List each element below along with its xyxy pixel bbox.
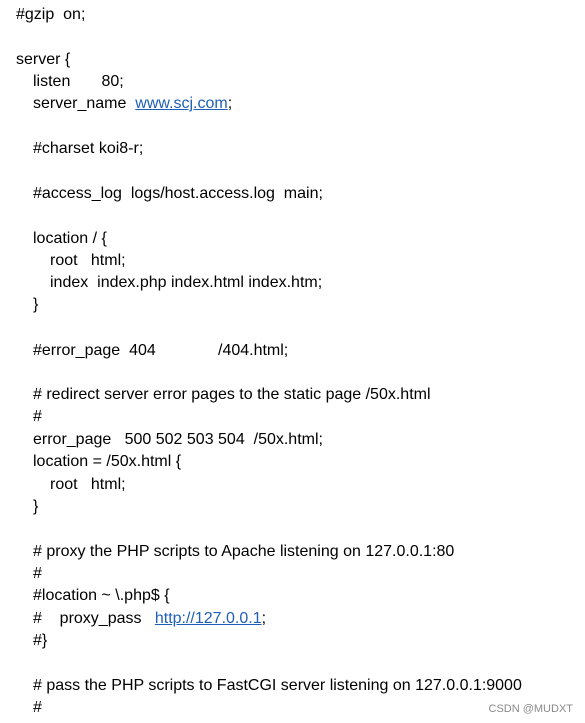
location-root-open-line: location / { — [33, 230, 107, 247]
gzip-line: #gzip on; — [16, 6, 86, 23]
server-name-suffix: ; — [227, 95, 233, 112]
server-name-link[interactable]: www.scj.com — [135, 95, 228, 112]
hash-line-1: # — [33, 408, 42, 425]
hash-line-2: # — [33, 565, 42, 582]
error-page-50x-line: error_page 500 502 503 504 /50x.html; — [33, 431, 323, 448]
redirect-comment-line: # redirect server error pages to the static page /50x.html — [33, 386, 431, 403]
access-log-line: #access_log logs/host.access.log main; — [33, 185, 323, 202]
error-page-404-line: #error_page 404 /404.html; — [33, 342, 289, 359]
server-name-prefix: server_name — [33, 95, 136, 112]
location-root-close-line: } — [33, 296, 39, 313]
location-php-close-commented-line: #} — [33, 632, 48, 649]
location-50x-close-line: } — [33, 498, 39, 515]
charset-line: #charset koi8-r; — [33, 140, 144, 157]
csdn-watermark: CSDN @MUDXT — [488, 703, 573, 715]
proxy-pass-link[interactable]: http://127.0.0.1 — [154, 610, 262, 627]
hash-line-3: # — [33, 699, 42, 716]
fastcgi-comment-line: # pass the PHP scripts to FastCGI server listening on 127.0.0.1:9000 — [33, 677, 522, 694]
server-open-line: server { — [16, 51, 71, 68]
listen-line: listen 80; — [33, 73, 124, 90]
proxy-comment-line: # proxy the PHP scripts to Apache listening on 127.0.0.1:80 — [33, 543, 455, 560]
root-html-line: root html; — [50, 252, 126, 269]
index-line: index index.php index.html index.htm; — [50, 274, 323, 291]
proxy-pass-prefix: # proxy_pass — [33, 610, 155, 627]
proxy-pass-suffix: ; — [261, 610, 267, 627]
location-php-commented-line: #location ~ \.php$ { — [33, 587, 170, 604]
location-50x-open-line: location = /50x.html { — [33, 453, 182, 470]
root-html-line-2: root html; — [50, 476, 126, 493]
proxy-pass-line — [33, 609, 266, 629]
server-name-line — [33, 94, 232, 114]
